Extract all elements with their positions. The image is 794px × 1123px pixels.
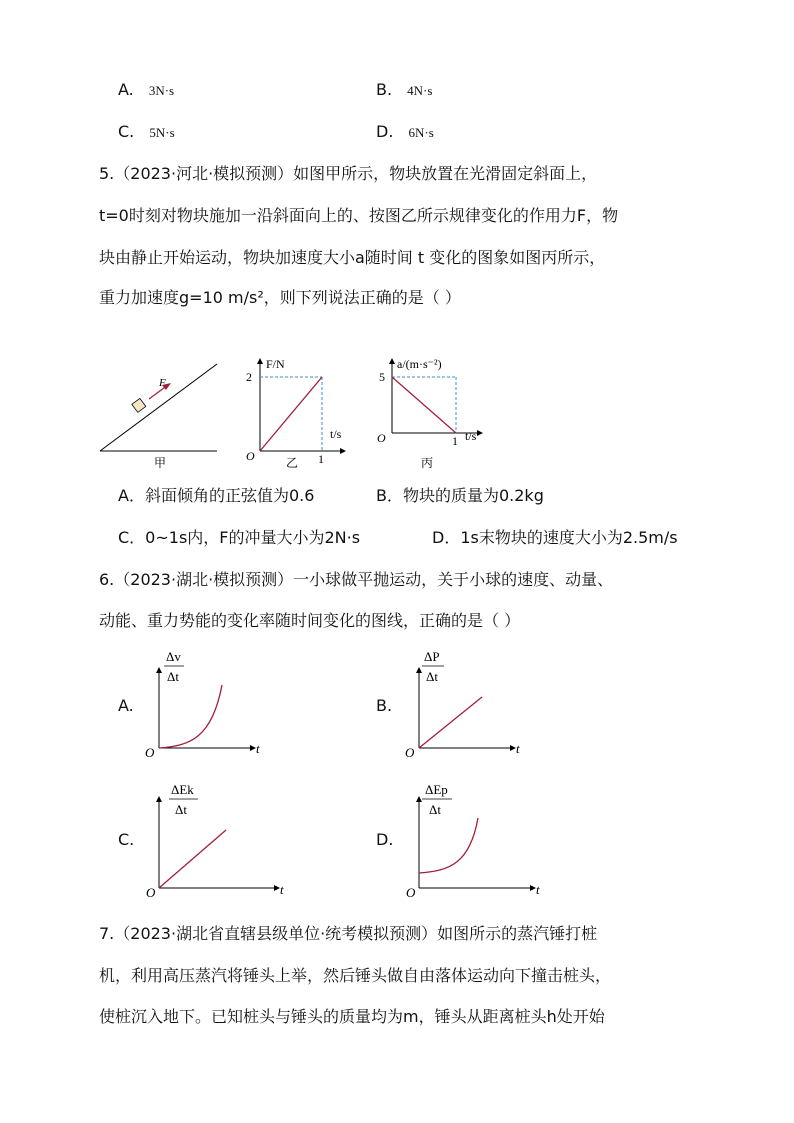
q5-option-b: B．物块的质量为0.2kg [376, 486, 544, 505]
q6-graph-c [140, 778, 290, 898]
option-value: 5N·s [149, 125, 175, 140]
option-value: 3N·s [148, 83, 175, 98]
x-label: t [536, 882, 540, 897]
q4-option-a [118, 78, 174, 103]
x-tick: 1 [318, 452, 324, 466]
figure-bing-accel-time [364, 350, 494, 470]
line [159, 830, 226, 888]
q6-graph-a [140, 645, 275, 760]
q5-line-4: 重力加速度g=10 m/s²，则下列说法正确的是（ ） [99, 288, 461, 307]
q5-option-c: C．0~1s内，F的冲量大小为2N·s [118, 528, 361, 547]
q6-graph-d [400, 778, 550, 898]
origin-label: O [246, 449, 255, 463]
q5-option-d: D．1s末物块的速度大小为2.5m/s [432, 528, 678, 547]
x-label: t [516, 741, 520, 756]
numerator: ΔEk [171, 782, 194, 797]
y-axis-arrow [156, 796, 162, 802]
q6-graph-b [400, 645, 535, 760]
y-label: F/N [266, 357, 285, 371]
y-axis-arrow [389, 358, 395, 364]
q6-option-b-letter: B. [376, 696, 393, 715]
option-value: 6N·s [408, 125, 434, 140]
denominator: Δt [426, 669, 438, 684]
x-axis-arrow [477, 430, 483, 436]
origin-label: O [377, 431, 386, 445]
q7-line-2: 机，利用高压蒸汽将锤头上举，然后锤头做自由落体运动向下撞击桩头， [99, 966, 612, 985]
a-t-line [392, 377, 456, 433]
q4-option-b [376, 78, 432, 103]
caption-yi: 乙 [286, 456, 299, 470]
line [419, 697, 482, 748]
option-value: 4N·s [407, 83, 433, 98]
origin-label: O [146, 885, 156, 898]
q4-option-c [118, 120, 175, 145]
y-tick: 2 [246, 370, 252, 384]
q6-option-a-letter: A. [118, 696, 134, 715]
option-letter: D. [376, 122, 394, 141]
block-icon [132, 398, 146, 412]
denominator: Δt [167, 669, 179, 684]
denominator: Δt [429, 802, 441, 817]
curve [159, 685, 222, 748]
option-letter: A. [118, 80, 134, 99]
f-t-line [260, 377, 322, 451]
denominator: Δt [175, 802, 187, 817]
option-letter: B. [376, 80, 393, 99]
caption-jia: 甲 [154, 456, 167, 470]
x-tick: 1 [452, 434, 458, 448]
q6-option-d-letter: D. [376, 830, 394, 849]
q6-line-2: 动能、重力势能的变化率随时间变化的图线，正确的是（ ） [99, 611, 521, 630]
x-label: t/s [465, 429, 477, 443]
y-axis-arrow [416, 796, 422, 802]
q7-line-1: 7.（2023·湖北省直辖县级单位·统考模拟预测）如图所示的蒸汽锤打桩 [99, 924, 598, 943]
x-label: t [256, 741, 260, 756]
q4-option-d [376, 120, 434, 145]
curve [419, 818, 478, 873]
numerator: Δv [166, 649, 181, 664]
q5-line-3: 块由静止开始运动，物块加速度大小a随时间 t 变化的图象如图丙所示， [99, 248, 606, 267]
x-axis-arrow [340, 448, 346, 454]
q6-option-c-letter: C. [118, 830, 135, 849]
origin-label: O [405, 745, 415, 760]
y-axis-arrow [257, 358, 263, 364]
origin-label: O [406, 885, 416, 898]
origin-label: O [145, 745, 155, 760]
x-label: t/s [330, 427, 342, 441]
numerator: ΔP [424, 649, 440, 664]
option-letter: C. [118, 122, 135, 141]
y-label: a/(m·s⁻²) [397, 357, 442, 371]
numerator: ΔEp [425, 782, 448, 797]
force-label: F [159, 377, 166, 389]
y-axis-arrow [416, 667, 422, 673]
y-axis-arrow [156, 667, 162, 673]
caption-bing: 丙 [421, 456, 434, 470]
y-tick: 5 [379, 370, 385, 384]
figure-yi-force-time [232, 350, 352, 470]
q5-option-a: A．斜面倾角的正弦值为0.6 [118, 486, 315, 505]
q6-line-1: 6.（2023·湖北·模拟预测）一小球做平抛运动，关于小球的速度、动量、 [99, 570, 614, 589]
q5-line-2: t=0时刻对物块施加一沿斜面向上的、按图乙所示规律变化的作用力F，物 [99, 206, 619, 225]
q7-line-3: 使桩沉入地下。已知桩头与锤头的质量均为m，锤头从距离桩头h处开始 [99, 1007, 605, 1026]
q5-line-1: 5.（2023·河北·模拟预测）如图甲所示，物块放置在光滑固定斜面上， [99, 164, 598, 183]
figure-jia-incline [95, 350, 225, 470]
x-label: t [280, 882, 284, 897]
